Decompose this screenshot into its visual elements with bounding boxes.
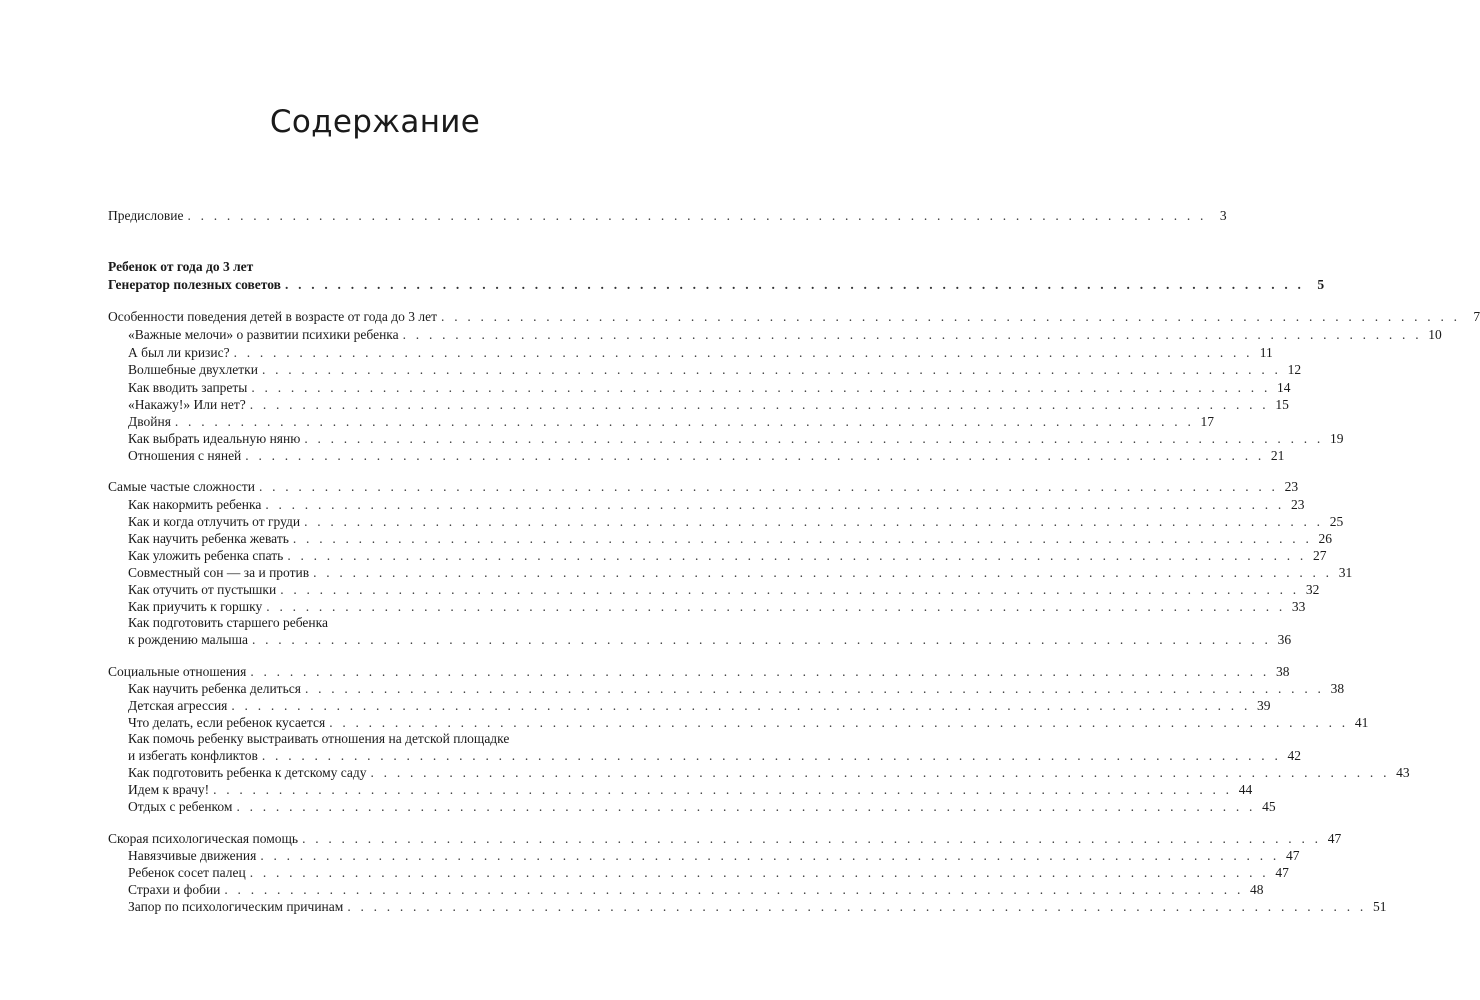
toc-entry — [128, 847, 1300, 865]
toc-entry — [108, 207, 1227, 225]
toc-page-number: 44 — [1238, 782, 1253, 797]
toc-page-number: 51 — [1372, 899, 1387, 914]
toc-entry-title: Как и когда отлучить от груди — [128, 514, 301, 529]
dot-leader: . . . . . . . . . . . . . . . . . . . . . . . . . . . . . . . . . . . . . . . . . . . . . . . . . . . . . . . . . . . . . . . . . . . . . . . . . . . . . . — [236, 799, 1256, 814]
toc-entry — [128, 864, 1289, 882]
dot-leader: . . . . . . . . . . . . . . . . . . . . . . . . . . . . . . . . . . . . . . . . . . . . . . . . . . . . . . . . . . . . . . . . . . . . . . . . . . . . . . — [441, 309, 1461, 324]
toc-entry-title: Как подготовить ребенка к детскому саду — [128, 765, 367, 780]
dot-leader: . . . . . . . . . . . . . . . . . . . . . . . . . . . . . . . . . . . . . . . . . . . . . . . . . . . . . . . . . . . . . . . . . . . . . . . . . . . . . . — [284, 277, 1305, 292]
toc-entry-title: Детская агрессия — [128, 698, 228, 713]
toc-entry-title: Особенности поведения детей в возрасте от года до 3 лет — [108, 309, 438, 324]
toc-entry-title: Запор по психологическим причинам — [128, 899, 344, 914]
toc-entry-title: Генератор полезных советов — [108, 277, 281, 292]
toc-page-number: 36 — [1277, 632, 1292, 647]
toc-entry — [108, 276, 1325, 294]
toc-page-number: 41 — [1354, 715, 1369, 730]
toc-page-number: 3 — [1219, 208, 1227, 223]
dot-leader: . . . . . . . . . . . . . . . . . . . . . . . . . . . . . . . . . . . . . . . . . . . . . . . . . . . . . . . . . . . . . . . . . . . . . . . . . . . . . . — [258, 479, 1279, 494]
toc-entry — [128, 547, 1327, 565]
dot-leader: . . . . . . . . . . . . . . . . . . . . . . . . . . . . . . . . . . . . . . . . . . . . . . . . . . . . . . . . . . . . . . . . . . . . . . . . . . . . . . — [249, 865, 1269, 880]
dot-leader: . . . . . . . . . . . . . . . . . . . . . . . . . . . . . . . . . . . . . . . . . . . . . . . . . . . . . . . . . . . . . . . . . . . . . . . . . . . . . . — [402, 327, 1422, 342]
toc-entry-title: Что делать, если ребенок кусается — [128, 715, 326, 730]
toc-entry-title: и избегать конфликтов — [128, 748, 258, 763]
toc-entry-title: к рождению малыша — [128, 632, 248, 647]
dot-leader: . . . . . . . . . . . . . . . . . . . . . . . . . . . . . . . . . . . . . . . . . . . . . . . . . . . . . . . . . . . . . . . . . . . . . . . . . . . . . . — [292, 531, 1313, 546]
toc-entry — [108, 663, 1290, 681]
toc-entry — [128, 730, 509, 748]
toc-entry — [128, 581, 1320, 599]
toc-entry-title: Двойня — [128, 414, 171, 429]
dot-leader: . . . . . . . . . . . . . . . . . . . . . . . . . . . . . . . . . . . . . . . . . . . . . . . . . . . . . . . . . . . . . . . . . . . . . . . . . . . . . . — [313, 565, 1333, 580]
toc-entry-title: Отдых с ребенком — [128, 799, 233, 814]
toc-entry — [128, 564, 1353, 582]
toc-page-number: 23 — [1284, 479, 1299, 494]
dot-leader: . . . . . . . . . . . . . . . . . . . . . . . . . . . . . . . . . . . . . . . . . . . . . . . . . . . . . . . . . . . . . . . . . . . . . . . . . . . . . . — [251, 380, 1271, 395]
dot-leader: . . . . . . . . . . . . . . . . . . . . . . . . . . . . . . . . . . . . . . . . . . . . . . . . . . . . . . . . . . . . . . . . . . . . . . . . . . . . . . — [329, 715, 1349, 730]
toc-entry-title: «Важные мелочи» о развитии психики ребенка — [128, 327, 399, 342]
toc-page-number: 25 — [1329, 514, 1344, 529]
toc-page-number: 7 — [1473, 309, 1480, 324]
toc-page-number: 27 — [1312, 548, 1327, 563]
toc-page-number: 19 — [1329, 431, 1344, 446]
dot-leader: . . . . . . . . . . . . . . . . . . . . . . . . . . . . . . . . . . . . . . . . . . . . . . . . . . . . . . . . . . . . . . . . . . . . . . . . . . . . . . — [213, 782, 1233, 797]
dot-leader: . . . . . . . . . . . . . . . . . . . . . . . . . . . . . . . . . . . . . . . . . . . . . . . . . . . . . . . . . . . . . . . . . . . . . . . . . . . . . . — [261, 362, 1282, 377]
toc-page-number: 47 — [1327, 831, 1342, 846]
toc-entry — [108, 258, 253, 276]
toc-entry-title: Идем к врачу! — [128, 782, 210, 797]
toc-entry — [128, 798, 1276, 816]
toc-entry-title: Как уложить ребенка спать — [128, 548, 284, 563]
toc-entry — [128, 379, 1291, 397]
toc-entry — [128, 413, 1215, 431]
toc-page-number: 17 — [1200, 414, 1215, 429]
toc-page-number: 12 — [1287, 362, 1302, 377]
dot-leader: . . . . . . . . . . . . . . . . . . . . . . . . . . . . . . . . . . . . . . . . . . . . . . . . . . . . . . . . . . . . . . . . . . . . . . . . . . . . . . — [266, 599, 1286, 614]
toc-page-number: 38 — [1330, 681, 1345, 696]
toc-entry — [128, 496, 1305, 514]
toc-page-number: 38 — [1276, 664, 1290, 679]
toc-entry-title: Как вводить запреты — [128, 380, 248, 395]
toc-entry — [128, 530, 1333, 548]
toc-entry — [128, 614, 328, 632]
toc-entry-title: Как накормить ребенка — [128, 497, 262, 512]
toc-page-number: 26 — [1318, 531, 1333, 546]
toc-entry-title: Как научить ребенка делиться — [128, 681, 301, 696]
toc-entry-title: Как отучить от пустышки — [128, 582, 277, 597]
dot-leader: . . . . . . . . . . . . . . . . . . . . . . . . . . . . . . . . . . . . . . . . . . . . . . . . . . . . . . . . . . . . . . . . . . . . . . . . . . . . . . — [174, 414, 1195, 429]
toc-entry — [128, 513, 1344, 531]
toc-entry — [128, 396, 1289, 414]
toc-page-number: 11 — [1259, 345, 1273, 360]
toc-entry-title: Как приучить к горшку — [128, 599, 263, 614]
dot-leader: . . . . . . . . . . . . . . . . . . . . . . . . . . . . . . . . . . . . . . . . . . . . . . . . . . . . . . . . . . . . . . . . . . . . . . . . . . . . . . — [370, 765, 1390, 780]
toc-entry — [108, 830, 1342, 848]
toc-entry — [128, 697, 1271, 715]
toc-page-number: 5 — [1317, 277, 1325, 292]
toc-entry — [128, 747, 1302, 765]
toc-entry-title: Страхи и фобии — [128, 882, 221, 897]
toc-page-number: 47 — [1275, 865, 1289, 880]
toc-entry — [128, 764, 1410, 782]
toc-entry-title: Навязчивые движения — [128, 848, 257, 863]
toc-page-number: 42 — [1287, 748, 1302, 763]
toc-entry-title: Скорая психологическая помощь — [108, 831, 299, 846]
dot-leader: . . . . . . . . . . . . . . . . . . . . . . . . . . . . . . . . . . . . . . . . . . . . . . . . . . . . . . . . . . . . . . . . . . . . . . . . . . . . . . — [250, 664, 1270, 679]
dot-leader: . . . . . . . . . . . . . . . . . . . . . . . . . . . . . . . . . . . . . . . . . . . . . . . . . . . . . . . . . . . . . . . . . . . . . . . . . . . . . . — [224, 882, 1244, 897]
toc-page-number: 21 — [1270, 448, 1285, 463]
toc-entry — [128, 881, 1264, 899]
toc-entry-title: А был ли кризис? — [128, 345, 230, 360]
dot-leader: . . . . . . . . . . . . . . . . . . . . . . . . . . . . . . . . . . . . . . . . . . . . . . . . . . . . . . . . . . . . . . . . . . . . . . . . . . . . . . — [245, 448, 1265, 463]
dot-leader: . . . . . . . . . . . . . . . . . . . . . . . . . . . . . . . . . . . . . . . . . . . . . . . . . . . . . . . . . . . . . . . . . . . . . . . . . . . . . . — [261, 748, 1282, 763]
toc-entry-title: Социальные отношения — [108, 664, 247, 679]
dot-leader: . . . . . . . . . . . . . . . . . . . . . . . . . . . . . . . . . . . . . . . . . . . . . . . . . . . . . . . . . . . . . . . . . . . . . . . . . . . . . . — [304, 681, 1325, 696]
dot-leader: . . . . . . . . . . . . . . . . . . . . . . . . . . . . . . . . . . . . . . . . . . . . . . . . . . . . . . . . . . . . . . . . . . . . . . . . . . . . . . — [304, 431, 1324, 446]
toc-entry — [108, 478, 1299, 496]
toc-entry-title: Как выбрать идеальную няню — [128, 431, 301, 446]
toc-page-number: 45 — [1262, 799, 1276, 814]
page-title: Содержание — [269, 104, 481, 140]
dot-leader: . . . . . . . . . . . . . . . . . . . . . . . . . . . . . . . . . . . . . . . . . . . . . . . . . . . . . . . . . . . . . . . . . . . . . . . . . . . . . . — [304, 514, 1324, 529]
toc-page-number: 43 — [1396, 765, 1410, 780]
toc-entry-title: Ребенок сосет палец — [128, 865, 246, 880]
toc-entry-title: Как помочь ребенку выстраивать отношения на детской площадке — [128, 731, 510, 746]
toc-entry-title: Совместный сон — за и против — [128, 565, 310, 580]
toc-entry — [128, 447, 1285, 465]
dot-leader: . . . . . . . . . . . . . . . . . . . . . . . . . . . . . . . . . . . . . . . . . . . . . . . . . . . . . . . . . . . . . . . . . . . . . . . . . . . . . . — [287, 548, 1307, 563]
dot-leader: . . . . . . . . . . . . . . . . . . . . . . . . . . . . . . . . . . . . . . . . . . . . . . . . . . . . . . . . . . . . . . . . . . . . . . . . . . . . . . — [187, 208, 1207, 223]
toc-entry-title: Отношения с няней — [128, 448, 242, 463]
dot-leader: . . . . . . . . . . . . . . . . . . . . . . . . . . . . . . . . . . . . . . . . . . . . . . . . . . . . . . . . . . . . . . . . . . . . . . . . . . . . . . — [265, 497, 1285, 512]
toc-page-number: 14 — [1277, 380, 1291, 395]
toc-entry-title: Предисловие — [108, 208, 184, 223]
toc-page-number: 33 — [1291, 599, 1306, 614]
dot-leader: . . . . . . . . . . . . . . . . . . . . . . . . . . . . . . . . . . . . . . . . . . . . . . . . . . . . . . . . . . . . . . . . . . . . . . . . . . . . . . — [231, 698, 1251, 713]
dot-leader: . . . . . . . . . . . . . . . . . . . . . . . . . . . . . . . . . . . . . . . . . . . . . . . . . . . . . . . . . . . . . . . . . . . . . . . . . . . . . . — [233, 345, 1253, 360]
dot-leader: . . . . . . . . . . . . . . . . . . . . . . . . . . . . . . . . . . . . . . . . . . . . . . . . . . . . . . . . . . . . . . . . . . . . . . . . . . . . . . — [249, 397, 1269, 412]
toc-entry — [128, 326, 1442, 344]
toc-entry-title: Волшебные двухлетки — [128, 362, 258, 377]
toc-entry — [128, 361, 1302, 379]
toc-page-number: 32 — [1305, 582, 1320, 597]
toc-entry-title: Как научить ребенка жевать — [128, 531, 289, 546]
toc-entry — [128, 680, 1345, 698]
toc-entry-title: «Накажу!» Или нет? — [128, 397, 246, 412]
dot-leader: . . . . . . . . . . . . . . . . . . . . . . . . . . . . . . . . . . . . . . . . . . . . . . . . . . . . . . . . . . . . . . . . . . . . . . . . . . . . . . — [280, 582, 1300, 597]
toc-entry-title: Как подготовить старшего ребенка — [128, 615, 328, 630]
toc-entry — [128, 430, 1344, 448]
dot-leader: . . . . . . . . . . . . . . . . . . . . . . . . . . . . . . . . . . . . . . . . . . . . . . . . . . . . . . . . . . . . . . . . . . . . . . . . . . . . . . — [260, 848, 1280, 863]
toc-entry — [128, 344, 1273, 362]
toc-page-number: 31 — [1338, 565, 1353, 580]
dot-leader: . . . . . . . . . . . . . . . . . . . . . . . . . . . . . . . . . . . . . . . . . . . . . . . . . . . . . . . . . . . . . . . . . . . . . . . . . . . . . . — [251, 632, 1272, 647]
toc-entry-title: Самые частые сложности — [108, 479, 255, 494]
toc-entry — [128, 631, 1292, 649]
toc-entry — [128, 898, 1387, 916]
dot-leader: . . . . . . . . . . . . . . . . . . . . . . . . . . . . . . . . . . . . . . . . . . . . . . . . . . . . . . . . . . . . . . . . . . . . . . . . . . . . . . — [302, 831, 1322, 846]
toc-page-number: 15 — [1275, 397, 1289, 412]
toc-page-number: 48 — [1250, 882, 1264, 897]
toc-page-number: 10 — [1428, 327, 1442, 342]
toc-page-number: 23 — [1290, 497, 1305, 512]
toc-entry — [128, 781, 1253, 799]
dot-leader: . . . . . . . . . . . . . . . . . . . . . . . . . . . . . . . . . . . . . . . . . . . . . . . . . . . . . . . . . . . . . . . . . . . . . . . . . . . . . . — [347, 899, 1367, 914]
toc-page-number: 47 — [1285, 848, 1300, 863]
toc-entry-title: Ребенок от года до 3 лет — [108, 259, 254, 274]
toc-page-number: 39 — [1257, 698, 1271, 713]
toc-entry — [108, 308, 1480, 326]
